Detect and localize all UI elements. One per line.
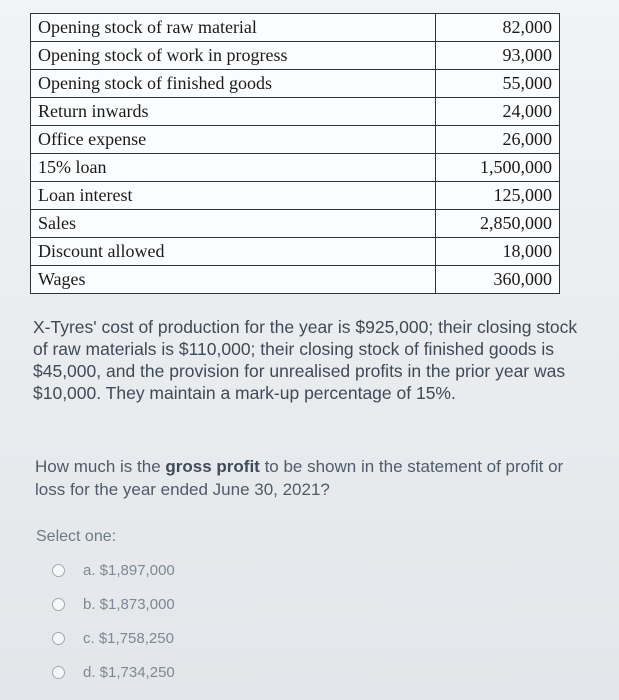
table-row bbox=[31, 42, 560, 70]
option-label: d. $1,734,250 bbox=[83, 664, 175, 681]
row-label: Office expense bbox=[31, 126, 436, 154]
row-amount: 82,000 bbox=[436, 14, 560, 42]
table-row bbox=[31, 182, 560, 210]
question-prompt bbox=[35, 455, 580, 501]
row-amount: 55,000 bbox=[436, 70, 560, 98]
table-row bbox=[31, 98, 560, 126]
table-row bbox=[31, 238, 560, 266]
radio-button[interactable] bbox=[52, 632, 65, 645]
row-label: Return inwards bbox=[31, 98, 436, 126]
prompt-text-after: to be shown in the statement of profit or loss for the year ended June 30, 2021? bbox=[35, 457, 564, 499]
table-row bbox=[31, 210, 560, 238]
option-label: b. $1,873,000 bbox=[83, 596, 175, 613]
prompt-text-before: How much is the bbox=[35, 457, 166, 476]
row-label: Opening stock of work in progress bbox=[31, 42, 436, 70]
table-row bbox=[31, 70, 560, 98]
option-label: a. $1,897,000 bbox=[83, 562, 175, 579]
row-label: Discount allowed bbox=[31, 238, 436, 266]
data-table bbox=[30, 13, 560, 294]
row-label: 15% loan bbox=[31, 154, 436, 182]
row-amount: 93,000 bbox=[436, 42, 560, 70]
table-row bbox=[31, 154, 560, 182]
table-row bbox=[31, 266, 560, 294]
prompt-bold-term: gross profit bbox=[165, 457, 260, 476]
radio-button[interactable] bbox=[52, 598, 65, 611]
row-label: Opening stock of raw material bbox=[31, 14, 436, 42]
row-amount: 1,500,000 bbox=[436, 154, 560, 182]
radio-button[interactable] bbox=[52, 564, 65, 577]
row-amount: 26,000 bbox=[436, 126, 560, 154]
answer-option-a[interactable] bbox=[52, 562, 175, 579]
option-label: c. $1,758,250 bbox=[83, 630, 174, 647]
row-label: Loan interest bbox=[31, 182, 436, 210]
row-label: Wages bbox=[31, 266, 436, 294]
row-amount: 18,000 bbox=[436, 238, 560, 266]
table-row bbox=[31, 126, 560, 154]
row-label: Sales bbox=[31, 210, 436, 238]
answer-option-b[interactable] bbox=[52, 596, 175, 613]
radio-button[interactable] bbox=[52, 666, 65, 679]
answer-option-d[interactable] bbox=[52, 664, 175, 681]
row-amount: 360,000 bbox=[436, 266, 560, 294]
table-row bbox=[31, 14, 560, 42]
row-amount: 125,000 bbox=[436, 182, 560, 210]
row-amount: 2,850,000 bbox=[436, 210, 560, 238]
question-text: X-Tyres' cost of production for the year is $925,000; their closing stock of raw materials is $110,000; their closing stock of finished goods is $45,000, and the provision for unrealised profits in the prior year was $10,000. They maintain a mark-up percentage of 15%. bbox=[33, 317, 578, 403]
answer-option-c[interactable] bbox=[52, 630, 174, 647]
select-one-label: Select one: bbox=[36, 528, 117, 545]
row-label: Opening stock of finished goods bbox=[31, 70, 436, 98]
row-amount: 24,000 bbox=[436, 98, 560, 126]
